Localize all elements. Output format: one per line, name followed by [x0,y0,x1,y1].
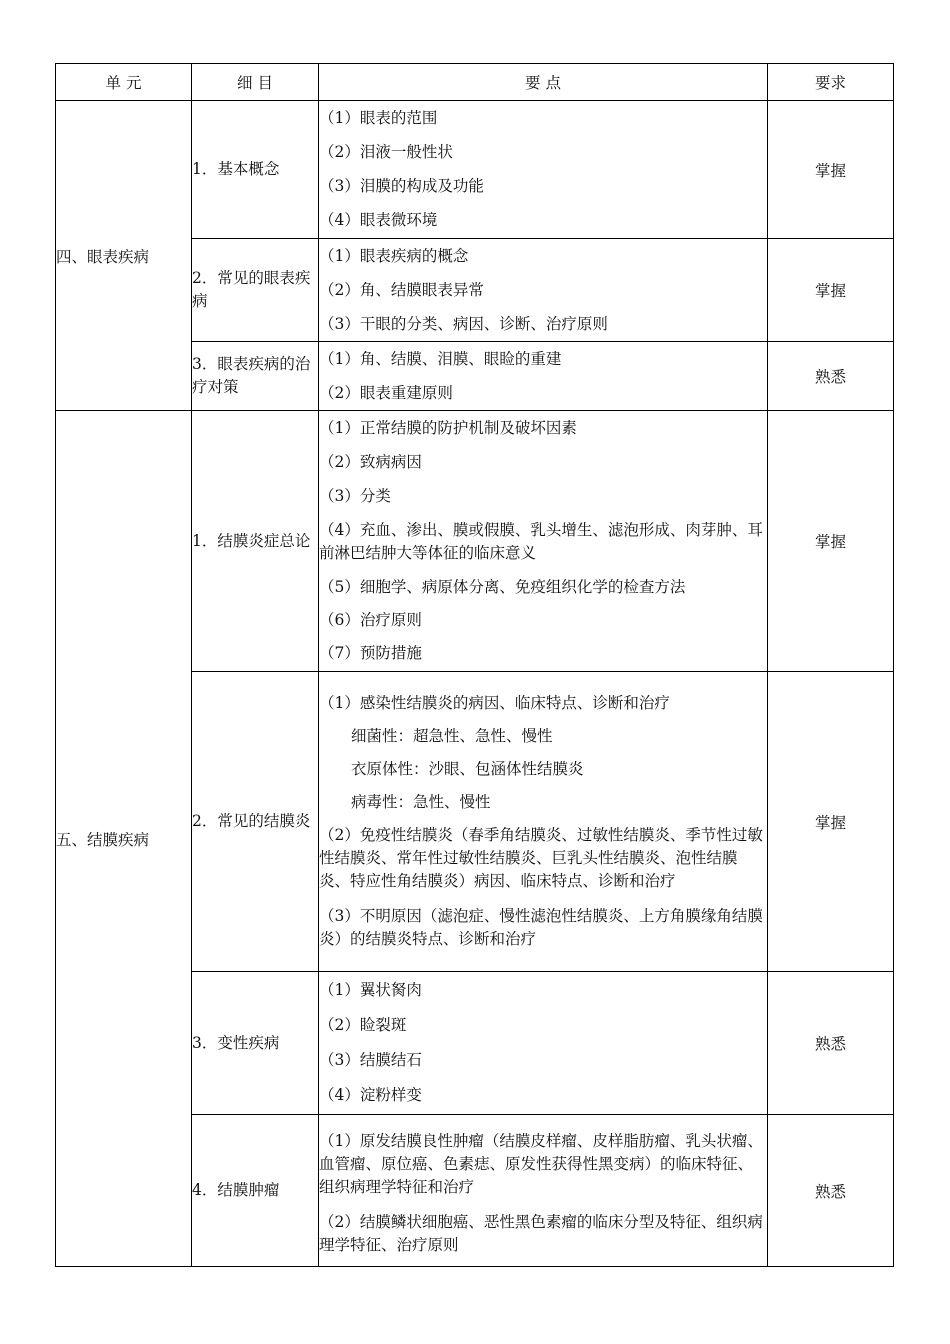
requirement-cell: 熟悉 [768,1115,894,1267]
point-text: （4）眼表微环境 [319,211,438,229]
point-text: （1）眼表的范围 [319,109,438,127]
point-text: 病毒性：急性、慢性 [351,793,491,811]
header-requirement: 要求 [768,64,894,101]
point-text: （1）正常结膜的防护机制及破坏因素 [319,419,577,437]
syllabus-table [55,63,894,1267]
header-row [56,64,894,101]
point-text: （2）致病病因 [319,453,422,471]
requirement-cell: 掌握 [768,101,894,239]
point-text: （1）眼表疾病的概念 [319,246,469,265]
point-text: （3）分类 [319,487,391,505]
requirement-cell: 熟悉 [768,342,894,411]
item-cell: 1．结膜炎症总论 [192,411,319,672]
point-text: （1）感染性结膜炎的病因、临床特点、诊断和治疗 [319,694,670,712]
point-text: （1）角、结膜、泪膜、眼睑的重建 [319,349,562,368]
item-cell: 4．结膜肿瘤 [192,1115,319,1267]
point-text: （1）原发结膜良性肿瘤（结膜皮样瘤、皮样脂肪瘤、乳头状瘤、血管瘤、原位癌、色素痣、原发性获得性黑变病）的临床特征、组织病理学特征和治疗 [319,1132,763,1196]
points-cell [319,411,768,672]
point-text: （4）淀粉样变 [319,1086,422,1104]
header-item: 细 目 [192,64,319,101]
item-cell: 1．基本概念 [192,101,319,239]
header-points: 要 点 [319,64,768,101]
point-text: 细菌性：超急性、急性、慢性 [351,727,553,745]
requirement-cell: 掌握 [768,239,894,342]
item-cell: 3．变性疾病 [192,972,319,1115]
point-text: （2）结膜鳞状细胞癌、恶性黑色素瘤的临床分型及特征、组织病理学特征、治疗原则 [319,1213,763,1254]
requirement-cell: 熟悉 [768,972,894,1115]
point-text: （1）翼状胬肉 [319,981,422,999]
points-cell [319,342,768,411]
point-text: （4）充血、渗出、膜或假膜、乳头增生、滤泡形成、肉芽肿、耳前淋巴结肿大等体征的临床意义 [319,521,763,562]
item-cell: 2．常见的结膜炎 [192,672,319,972]
point-text: 衣原体性：沙眼、包涵体性结膜炎 [351,760,584,778]
point-text: （2）眼表重建原则 [319,383,453,402]
points-cell [319,239,768,342]
point-text: （3）不明原因（滤泡症、慢性滤泡性结膜炎、上方角膜缘角结膜炎）的结膜炎特点、诊断和治疗 [319,907,763,948]
points-cell [319,101,768,239]
points-cell [319,972,768,1115]
point-text: （3）泪膜的构成及功能 [319,177,484,195]
point-text: （2）免疫性结膜炎（春季角结膜炎、过敏性结膜炎、季节性过敏性结膜炎、常年性过敏性结膜炎、巨乳头性结膜炎、泡性结膜炎、特应性角结膜炎）病因、临床特点、诊断和治疗 [319,826,763,890]
unit-cell: 五、结膜疾病 [56,411,192,1267]
point-text: （7）预防措施 [319,644,422,662]
requirement-cell: 掌握 [768,411,894,672]
point-text: （3）结膜结石 [319,1051,422,1069]
requirement-cell: 掌握 [768,672,894,972]
header-unit: 单 元 [56,64,192,101]
item-cell: 3．眼表疾病的治疗对策 [192,342,319,411]
point-text: （2）睑裂斑 [319,1016,407,1034]
point-text: （6）治疗原则 [319,611,422,629]
point-text: （5）细胞学、病原体分离、免疫组织化学的检查方法 [319,578,686,596]
unit-cell: 四、眼表疾病 [56,101,192,411]
table-row [56,411,894,672]
point-text: （3）干眼的分类、病因、诊断、治疗原则 [319,314,608,333]
point-text: （2）角、结膜眼表异常 [319,280,484,299]
item-cell: 2．常见的眼表疾病 [192,239,319,342]
point-text: （2）泪液一般性状 [319,143,453,161]
points-cell [319,1115,768,1267]
table-row [56,101,894,239]
points-cell [319,672,768,972]
